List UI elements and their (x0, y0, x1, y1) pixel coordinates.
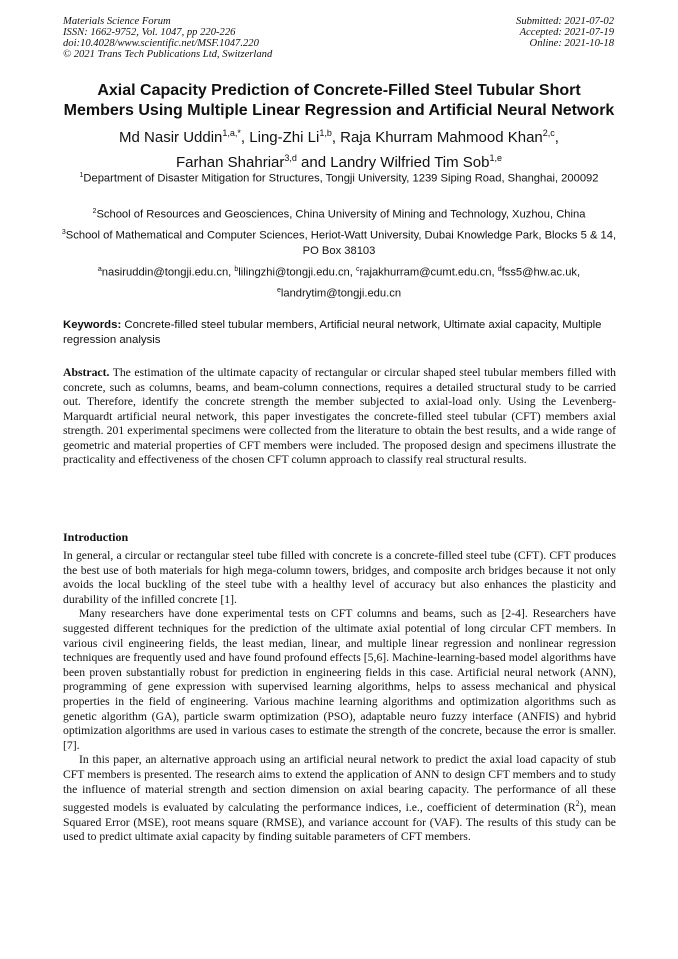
author-name: Landry Wilfried Tim Sob (330, 154, 490, 171)
paragraph (63, 753, 616, 844)
journal-header (63, 16, 272, 60)
author-name: Farhan Shahriar (175, 154, 285, 171)
author-name: Ling-Zhi Li (249, 129, 320, 146)
affiliation (60, 168, 618, 187)
email-sup: d (497, 266, 502, 273)
email-address[interactable]: lilingzhi@tongji.edu.cn, (238, 266, 357, 279)
paragraph: Many researchers have done experimental tests on CFT columns and beams, such as [2-4]. Researchers have suggested different techniques for the prediction of the ultimate axial potential of long circular CFT members. In various civil engineering fields, the least median, linear, and multiple linear regression and nonlinear regression techniques are frequently used and have found profound effects [5,6]. Machine-learning-based model algorithms have been proven substantially robust for prediction in engineering fields in this case. Artificial neural network (ANN), programming of gene expression with supervised learning algorithms, helps to assess mechanical and physical properties in the field of engineering. Various machine learning algorithms and optimization algorithms such as genetic algorithm (GA), particle swarm optimization (PSO), adaptable neuro fuzzy interface (ANFIS) and hybrid optimization algorithms are used in various cases to estimate the strength of the concrete, because the error is smaller. [7]. (63, 607, 616, 752)
email-address[interactable]: nasiruddin@tongji.edu.cn, (101, 266, 235, 279)
online-date: Online: 2021-10-18 (529, 38, 614, 49)
email-sup: c (356, 266, 360, 273)
journal-issn: ISSN: 1662-9752, Vol. 1047, pp 220-226 (63, 27, 236, 38)
abstract-text: The estimation of the ultimate capacity of rectangular or circular shaped steel tubular members filled with concrete, such as columns, beams, and beam-column connections, requires a detailed structural study to be carried out. Therefore, identify the concrete strength the member subjected to axial-load only. Using the Levenberg-Marquardt artificial neural network, this paper investigates the concrete-filled steel tubular (CFT) members axial strength. 201 experimental specimens were collected from the literature to obtain the best results, and a wide range of geometric and material properties of CFT members were included. The proposed design and specimens illustrate the practicality and effectiveness of the chosen CFT column approach to classify real structural results. (63, 366, 616, 466)
email-sup: e (276, 286, 281, 294)
author-line (40, 123, 638, 148)
email-sup: a (97, 266, 102, 273)
affiliation-text: School of Resources and Geosciences, China University of Mining and Technology, Xuzhou, China (96, 208, 586, 221)
author-sep: , (554, 129, 559, 146)
author-affil-sup: 3,d (284, 153, 297, 163)
author-sep: , (240, 129, 250, 146)
author-sep: , (331, 129, 341, 146)
affiliation-sup: 2 (92, 208, 97, 215)
abstract (63, 366, 616, 468)
author-affil-sup: 1,a,* (222, 128, 241, 138)
email-sup: b (234, 266, 239, 273)
journal-name: Materials Science Forum (63, 16, 171, 27)
submitted-date: Submitted: 2021-07-02 (516, 16, 614, 27)
email-address[interactable]: landrytim@tongji.edu.cn (280, 287, 402, 300)
author-sep: and (296, 154, 331, 171)
email-address[interactable]: rajakhurram@cumt.edu.cn, (359, 266, 498, 279)
introduction-body (63, 549, 616, 845)
author-affil-sup: 2,c (542, 128, 555, 138)
paper-title (40, 81, 638, 121)
accepted-date: Accepted: 2021-07-19 (519, 27, 614, 38)
email-address[interactable]: fss5@hw.ac.uk, (501, 266, 581, 279)
journal-doi: doi:10.4028/www.scientific.net/MSF.1047.220 (63, 38, 259, 49)
section-heading-introduction: Introduction (63, 530, 129, 544)
paragraph-text: In this paper, an alternative approach using an artificial neural network to predict the axial load capacity of stub CFT members is presented. The research aims to extend the application of ANN to design CFT members and to study the influence of material strength and section dimension on axial bearing capacity. The performance of all these suggested models is evaluated by calculating the performance indices, i.e., coefficient of determination (R (63, 753, 616, 814)
author-affil-sup: 1,b (319, 128, 332, 138)
affiliation (60, 225, 618, 259)
author-list (40, 123, 638, 173)
keywords-label: Keywords: (63, 319, 122, 331)
title-line: Members Using Multiple Linear Regression and Artificial Neural Network (63, 102, 615, 119)
r-squared-sup: 2 (575, 799, 580, 809)
author-name: Raja Khurram Mahmood Khan (340, 129, 543, 146)
title-line: Axial Capacity Prediction of Concrete-Filled Steel Tubular Short (97, 82, 581, 99)
affiliation-sup: 1 (79, 172, 84, 179)
abstract-label: Abstract. (63, 366, 110, 379)
author-name: Md Nasir Uddin (119, 129, 223, 146)
journal-copyright: © 2021 Trans Tech Publications Ltd, Switzerland (63, 49, 273, 60)
affiliation-text: Department of Disaster Mitigation for Structures, Tongji University, 1239 Siping Road, Shanghai, 200092 (83, 172, 599, 185)
submission-dates (516, 16, 614, 49)
paragraph-text: ), mean Squared Error (MSE), root means square (RMSE), and variance account for (VAF). The results of this study can be used to predict ultimate axial capacity by finding suitable parameters of CFT members. (63, 800, 616, 844)
affiliation-sup: 3 (61, 229, 66, 236)
email-list (60, 261, 618, 302)
author-affil-sup: 1,e (489, 153, 503, 163)
affiliation-text: School of Mathematical and Computer Sciences, Heriot-Watt University, Dubai Knowledge Park, Blocks 5 & 14, PO Box 38103 (65, 229, 617, 257)
keywords-text: Concrete-filled steel tubular members, Artificial neural network, Ultimate axial capacity, Multiple regression analysis (63, 319, 602, 346)
keywords (63, 318, 618, 347)
paragraph: In general, a circular or rectangular steel tube filled with concrete is a concrete-filled steel tube (CFT). CFT produces the best use of both materials for high mega-column towers, bridges, and composite arch bridges because it not only avoids the local buckling of the steel tube with a healthy level of accuracy but also enhances the plasticity and durability of the infilled concrete [1]. (63, 549, 616, 606)
affiliation (60, 204, 618, 223)
